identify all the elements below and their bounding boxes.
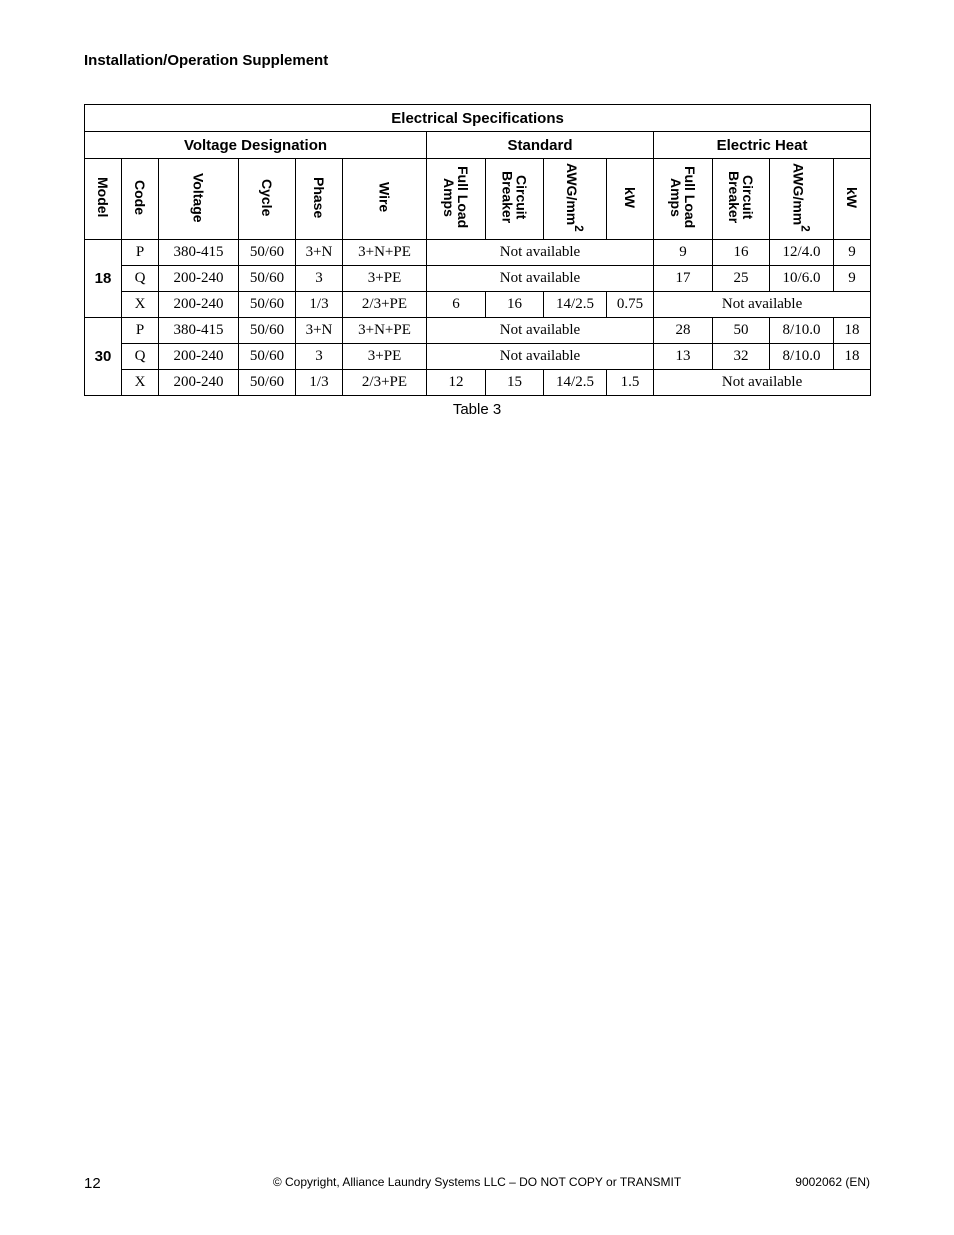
cycle-cell: 50/60 <box>239 266 296 292</box>
wire-cell: 3+PE <box>343 266 427 292</box>
group-voltage-designation: Voltage Designation <box>85 132 427 159</box>
eh-kw-cell: 18 <box>834 318 871 344</box>
wire-cell: 3+N+PE <box>343 318 427 344</box>
page-number: 12 <box>84 1175 101 1192</box>
col-header-code: Code <box>122 159 159 240</box>
eh-awg-cell: 8/10.0 <box>770 344 834 370</box>
std-kw-cell: 1.5 <box>607 370 654 396</box>
col-header-std-circuit-breaker: Circuit Breaker <box>486 159 544 240</box>
eh-fla-cell: 17 <box>654 266 713 292</box>
copyright-notice: © Copyright, Alliance Laundry Systems LLC – DO NOT COPY or TRANSMIT <box>272 1175 682 1189</box>
eh-fla-cell: 28 <box>654 318 713 344</box>
table-row <box>85 370 871 396</box>
voltage-cell: 200-240 <box>159 292 239 318</box>
col-header-std-kw: kW <box>607 159 654 240</box>
eh-not-available-cell: Not available <box>654 292 871 318</box>
table-title: Electrical Specifications <box>85 105 871 132</box>
std-fla-cell: 12 <box>427 370 486 396</box>
table-row <box>85 344 871 370</box>
std-cb-cell: 16 <box>486 292 544 318</box>
code-cell: P <box>122 318 159 344</box>
table-row <box>85 240 871 266</box>
model-cell: 18 <box>85 240 122 318</box>
phase-cell: 3 <box>296 344 343 370</box>
col-header-std-awg: AWG/$mm^2$ <box>544 159 607 240</box>
voltage-cell: 200-240 <box>159 266 239 292</box>
table-row <box>85 318 871 344</box>
model-cell: 30 <box>85 318 122 396</box>
col-header-cycle: Cycle <box>239 159 296 240</box>
table-caption: Table 3 <box>452 401 502 418</box>
wire-cell: 2/3+PE <box>343 292 427 318</box>
eh-kw-cell: 9 <box>834 240 871 266</box>
phase-cell: 3+N <box>296 318 343 344</box>
phase-cell: 1/3 <box>296 370 343 396</box>
code-cell: X <box>122 370 159 396</box>
group-standard: Standard <box>427 132 654 159</box>
cycle-cell: 50/60 <box>239 370 296 396</box>
phase-cell: 3 <box>296 266 343 292</box>
col-header-eh-full-load-amps: Full Load Amps <box>654 159 713 240</box>
std-fla-cell: 6 <box>427 292 486 318</box>
std-cb-cell: 15 <box>486 370 544 396</box>
eh-awg-cell: 12/4.0 <box>770 240 834 266</box>
col-header-std-full-load-amps: Full Load Amps <box>427 159 486 240</box>
col-header-eh-kw: kW <box>834 159 871 240</box>
std-awg-cell: 14/2.5 <box>544 292 607 318</box>
eh-kw-cell: 18 <box>834 344 871 370</box>
eh-cb-cell: 16 <box>713 240 770 266</box>
standard-not-available-cell: Not available <box>427 266 654 292</box>
cycle-cell: 50/60 <box>239 318 296 344</box>
voltage-cell: 380-415 <box>159 318 239 344</box>
eh-cb-cell: 50 <box>713 318 770 344</box>
wire-cell: 3+N+PE <box>343 240 427 266</box>
document-number: 9002062 (EN) <box>795 1175 870 1189</box>
col-header-model: Model <box>85 159 122 240</box>
code-cell: Q <box>122 266 159 292</box>
voltage-cell: 200-240 <box>159 344 239 370</box>
col-header-eh-circuit-breaker: Circuit Breaker <box>713 159 770 240</box>
col-header-phase: Phase <box>296 159 343 240</box>
eh-cb-cell: 25 <box>713 266 770 292</box>
eh-not-available-cell: Not available <box>654 370 871 396</box>
eh-kw-cell: 9 <box>834 266 871 292</box>
eh-fla-cell: 13 <box>654 344 713 370</box>
voltage-cell: 200-240 <box>159 370 239 396</box>
eh-awg-cell: 10/6.0 <box>770 266 834 292</box>
std-kw-cell: 0.75 <box>607 292 654 318</box>
voltage-cell: 380-415 <box>159 240 239 266</box>
col-header-eh-awg: AWG/$mm^2$ <box>770 159 834 240</box>
page-header-title: Installation/Operation Supplement <box>84 52 329 69</box>
group-electric-heat: Electric Heat <box>654 132 871 159</box>
code-cell: Q <box>122 344 159 370</box>
standard-not-available-cell: Not available <box>427 318 654 344</box>
standard-not-available-cell: Not available <box>427 344 654 370</box>
eh-awg-cell: 8/10.0 <box>770 318 834 344</box>
std-awg-cell: 14/2.5 <box>544 370 607 396</box>
code-cell: P <box>122 240 159 266</box>
cycle-cell: 50/60 <box>239 292 296 318</box>
table-row <box>85 292 871 318</box>
eh-cb-cell: 32 <box>713 344 770 370</box>
col-header-voltage: Voltage <box>159 159 239 240</box>
code-cell: X <box>122 292 159 318</box>
cycle-cell: 50/60 <box>239 344 296 370</box>
wire-cell: 3+PE <box>343 344 427 370</box>
electrical-specifications-table <box>84 104 871 396</box>
phase-cell: 1/3 <box>296 292 343 318</box>
eh-fla-cell: 9 <box>654 240 713 266</box>
col-header-wire: Wire <box>343 159 427 240</box>
cycle-cell: 50/60 <box>239 240 296 266</box>
table-row <box>85 266 871 292</box>
phase-cell: 3+N <box>296 240 343 266</box>
wire-cell: 2/3+PE <box>343 370 427 396</box>
standard-not-available-cell: Not available <box>427 240 654 266</box>
